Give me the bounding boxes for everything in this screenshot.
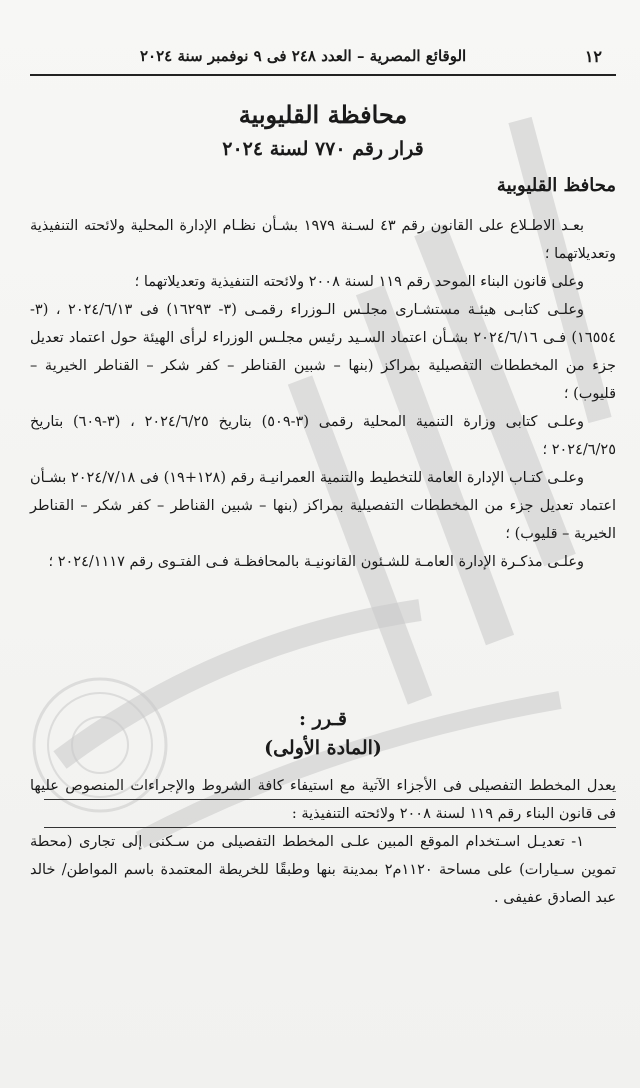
preamble-paragraph: وعلـى كتـاب الإدارة العامة للتخطيط والتنمية العمرانيـة رقم (١٢٨+١٩) فى ٢٠٢٤/٧/١٨ بشـأن اعتماد تعديل جزء من المخططات التفصيلية بمراكز (بنها – شبين القناطر – كفر شكر – القناطر الخيرية – قليوب) ؛	[30, 470, 616, 542]
decision-heading: قـرر :	[299, 708, 347, 730]
governorate-title: محافظة القليوبية	[238, 100, 408, 129]
article-body	[30, 772, 616, 912]
issuer-title: محافظ القليوبية	[496, 175, 616, 196]
preamble-paragraph: وعلـى كتابى وزارة التنمية المحلية رقمى (٣-٥٠٩) بتاريخ ٢٠٢٤/٦/٢٥ ، (٣-٦٠٩) بتاريخ ٢٠٢٤/٦/٢٥ ؛	[30, 414, 616, 458]
preamble-paragraph: وعلى قانون البناء الموحد رقم ١١٩ لسنة ٢٠٠٨ ولائحته التنفيذية وتعديلاتهما ؛	[134, 274, 584, 290]
preamble-paragraph: وعلـى كتابـى هيئـة مستشـارى مجلـس الـوزراء رقمـى (٣- ١٦٢٩٣) فى ٢٠٢٤/٦/١٣ ، (٣- ١٦٥٥٤) فـى ٢٠٢٤/٦/١٦ بشـأن اعتماد السـيد رئيس مجلـس الوزراء لرأى الهيئة حول اعتماد تعديل جزء من المخططات التفصيلية بمراكز (بنها – شبين القناطر – كفر شكر – القناطر الخيرية – قليوب) ؛	[30, 302, 616, 402]
preamble-paragraph: بعـد الاطـلاع على القانون رقم ٤٣ لسـنة ١٩٧٩ بشـأن نظـام الإدارة المحلية ولائحته التنفيذية وتعديلاتهما ؛	[30, 218, 616, 262]
decree-number: قرار رقم ٧٧٠ لسنة ٢٠٢٤	[222, 138, 424, 160]
text-underline	[44, 827, 616, 828]
header-divider	[30, 74, 616, 76]
page-number: ١٢	[584, 46, 602, 66]
preamble-paragraph: وعلـى مذكـرة الإدارة العامـة للشـئون القانونيـة بالمحافظـة فـى الفتـوى رقم ٢٠٢٤/١١١٧ ؛	[48, 554, 584, 570]
running-header	[30, 42, 616, 70]
running-title: الوقائع المصرية – العدد ٢٤٨ فى ٩ نوفمبر سنة ٢٠٢٤	[140, 47, 467, 65]
text-underline	[44, 799, 616, 800]
preamble	[30, 212, 616, 576]
article-heading: (المادة الأولى)	[264, 737, 382, 759]
article-paragraph: يعدل المخطط التفصيلى فى الأجزاء الآتية مع استيفاء كافة الشروط والإجراءات المنصوص عليها فى قانون البناء رقم ١١٩ لسنة ٢٠٠٨ ولائحته التنفيذية :	[30, 778, 616, 822]
article-item: ١- تعديـل اسـتخدام الموقع المبين علـى المخطط التفصيلى من سـكنى إلى تجارى (محطة تموين سـيارات) على مساحة ١١٢٠م٢ بمدينة بنها وطبقًا للخريطة المعتمدة باسم المواطن/ خالد عبد الصادق عفيفى .	[30, 834, 616, 906]
